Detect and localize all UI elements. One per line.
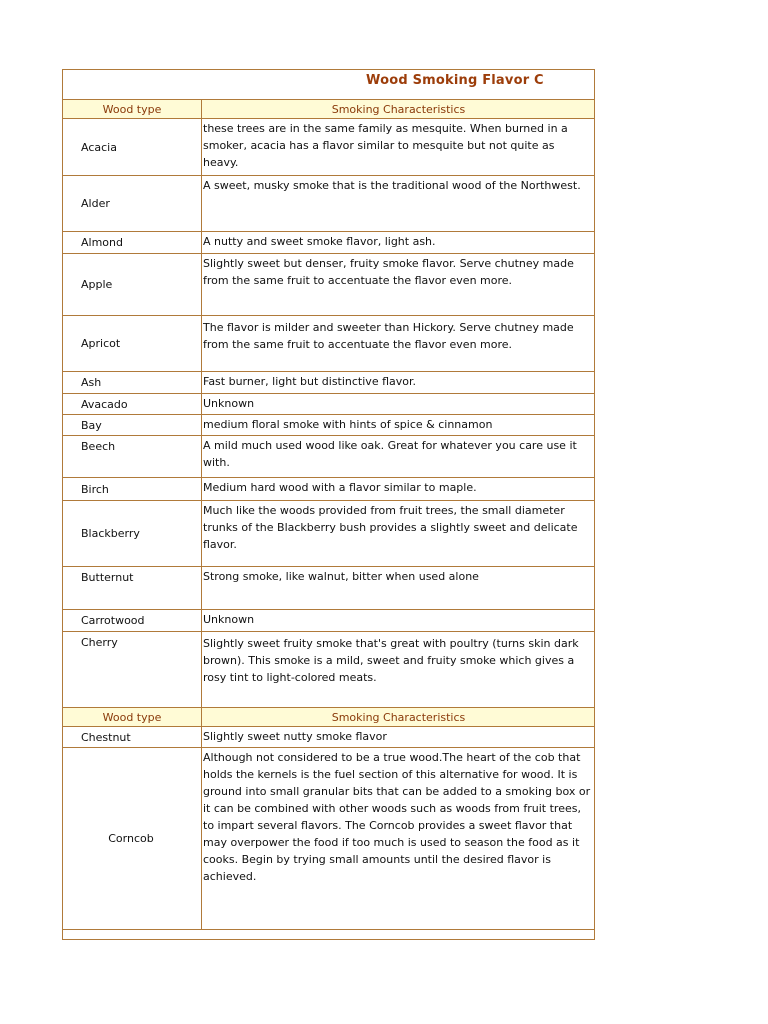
wood-description: Slightly sweet fruity smoke that's great with poultry (turns skin dark brown). This smoke is a mild, sweet and fruity smoke which gives a rosy tint to light-colored meats.	[202, 632, 596, 708]
table-row	[63, 501, 596, 567]
wood-description: Although not considered to be a true wood.The heart of the cob that holds the kernels is the fuel section of this alternative for wood. It is ground into small granular bits that can be added to a smoking box or it can be combined with other woods such as woods from fruit trees, to impart several flavors. The Corncob provides a sweet flavor that may overpower the food if too much is used to season the food as it cooks. Begin by trying small amounts until the desired flavor is achieved.	[202, 748, 596, 930]
table-row	[63, 316, 596, 372]
table-row	[63, 232, 596, 254]
wood-description: Fast burner, light but distinctive flavor.	[202, 372, 596, 394]
wood-description: these trees are in the same family as mesquite. When burned in a smoker, acacia has a flavor similar to mesquite but not quite as heavy.	[202, 119, 596, 176]
wood-name: Corncob	[63, 748, 202, 930]
title-row	[63, 69, 596, 100]
wood-name: Apple	[63, 254, 202, 316]
wood-description: Unknown	[202, 394, 596, 415]
wood-name: Birch	[63, 478, 202, 501]
wood-description: medium floral smoke with hints of spice & cinnamon	[202, 415, 596, 436]
wood-description: A sweet, musky smoke that is the traditional wood of the Northwest.	[202, 176, 596, 232]
table-row	[63, 415, 596, 436]
wood-description: The flavor is milder and sweeter than Hickory. Serve chutney made from the same fruit to accentuate the flavor even more.	[202, 316, 596, 372]
wood-name: Ash	[63, 372, 202, 394]
wood-name: Butternut	[63, 567, 202, 610]
table-row	[63, 610, 596, 632]
page-title: Wood Smoking Flavor C	[366, 73, 544, 88]
header-characteristics: Smoking Characteristics	[202, 100, 596, 119]
wood-name: Apricot	[63, 316, 202, 372]
wood-name: Beech	[63, 436, 202, 478]
wood-name: Carrotwood	[63, 610, 202, 632]
header-characteristics: Smoking Characteristics	[202, 708, 596, 727]
table-row	[63, 727, 596, 748]
table-row	[63, 436, 596, 478]
table-row	[63, 478, 596, 501]
wood-description: Medium hard wood with a flavor similar to maple.	[202, 478, 596, 501]
wood-name: Chestnut	[63, 727, 202, 748]
header-wood-type: Wood type	[63, 100, 202, 119]
table-row	[63, 254, 596, 316]
table-row	[63, 176, 596, 232]
table-row	[63, 119, 596, 176]
table-row	[63, 632, 596, 708]
wood-description: Slightly sweet but denser, fruity smoke flavor. Serve chutney made from the same fruit to accentuate the flavor even more.	[202, 254, 596, 316]
header-row	[63, 100, 596, 119]
header-wood-type: Wood type	[63, 708, 202, 727]
wood-name: Cherry	[63, 632, 202, 708]
smoking-table-sheet	[62, 69, 595, 940]
wood-flavor-table	[62, 69, 595, 930]
wood-name: Bay	[63, 415, 202, 436]
wood-description: A mild much used wood like oak. Great for whatever you care use it with.	[202, 436, 596, 478]
wood-description: Unknown	[202, 610, 596, 632]
wood-description: Much like the woods provided from fruit trees, the small diameter trunks of the Blackberry bush provides a slightly sweet and delicate flavor.	[202, 501, 596, 567]
wood-description: A nutty and sweet smoke flavor, light ash.	[202, 232, 596, 254]
wood-name: Alder	[63, 176, 202, 232]
table-row	[63, 372, 596, 394]
table-row	[63, 394, 596, 415]
wood-description: Slightly sweet nutty smoke flavor	[202, 727, 596, 748]
wood-name: Almond	[63, 232, 202, 254]
wood-name: Acacia	[63, 119, 202, 176]
header-row	[63, 708, 596, 727]
wood-description: Strong smoke, like walnut, bitter when used alone	[202, 567, 596, 610]
wood-name: Avacado	[63, 394, 202, 415]
wood-name: Blackberry	[63, 501, 202, 567]
table-row	[63, 567, 596, 610]
table-row	[63, 748, 596, 930]
